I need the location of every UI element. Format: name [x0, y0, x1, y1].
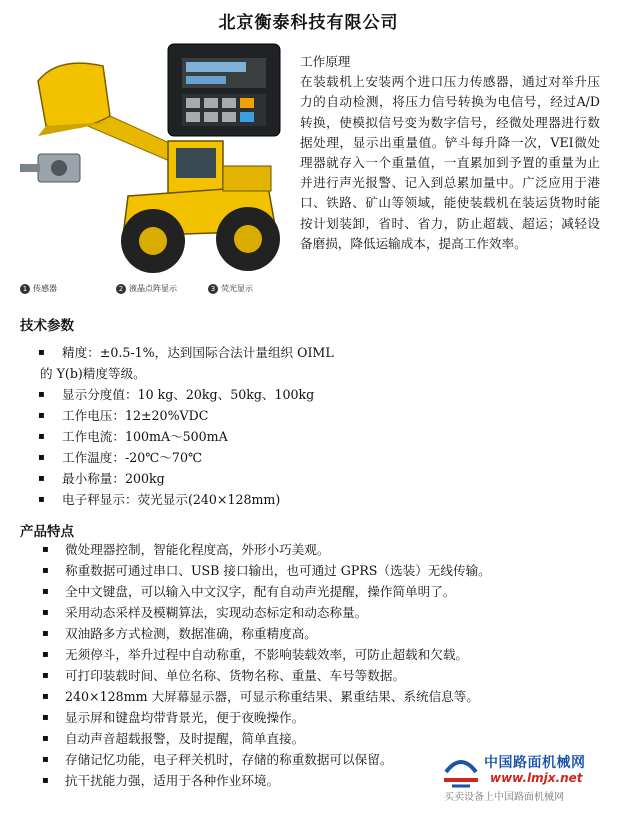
list-item: 的 Y(b)精度等级。 — [40, 366, 146, 381]
list-item: ▪ 工作电流：100mA～500mA — [38, 429, 228, 444]
watermark-logo — [442, 752, 612, 808]
list-item: ▪ 无须停斗，举升过程中自动称重，不影响装载效率，可防止超载和欠载。 — [42, 647, 468, 662]
working-principle — [300, 52, 600, 254]
principle-heading: 工作原理 — [300, 54, 351, 69]
caption-sensor: 1 传感器 — [20, 283, 57, 294]
list-item: ▪ 工作温度：-20℃～70℃ — [38, 450, 203, 465]
loader-image — [18, 36, 290, 281]
list-item: ▪ 称重数据可通过串口、USB 接口输出，也可通过 GPRS（选装）无线传输。 — [42, 563, 491, 578]
list-item: ▪ 抗干扰能力强，适用于各种作业环境。 — [42, 773, 280, 788]
list-item: ▪ 可打印装载时间、单位名称、货物名称、重量、车号等数据。 — [42, 668, 406, 683]
lmjx-logo-icon — [442, 754, 480, 788]
watermark-url: www.lmjx.net — [490, 771, 583, 785]
list-item: ▪ 最小称量：200kg — [38, 471, 165, 486]
specs-list — [0, 342, 334, 510]
display-terminal-image — [168, 44, 280, 136]
company-title: 北京衡泰科技有限公司 — [218, 13, 399, 33]
list-item: ▪ 显示分度值：10 kg、20kg、50kg、100kg — [38, 387, 315, 402]
list-item: ▪ 存储记忆功能，电子秤关机时，存储的称重数据可以保留。 — [42, 752, 393, 767]
list-item: ▪ 微处理器控制，智能化程度高，外形小巧美观。 — [42, 542, 330, 557]
specs-heading: 技术参数 — [20, 318, 74, 334]
list-item: ▪ 全中文键盘，可以输入中文汉字，配有自动声光提醒，操作简单明了。 — [42, 584, 456, 599]
caption-lcd: 2 液晶点阵显示 — [116, 283, 177, 294]
list-item: ▪ 240×128mm 大屏幕显示器，可显示称重结果、累重结果、系统信息等。 — [42, 689, 479, 704]
watermark-slogan: 买卖设备上中国路面机械网 — [444, 792, 564, 803]
list-item: ▪ 精度：±0.5-1%，达到国际合法计量组织 OIML — [38, 345, 334, 360]
figure-captions — [20, 283, 290, 297]
features-list — [0, 539, 491, 791]
sensor-image — [20, 154, 80, 182]
principle-body: 在装载机上安装两个进口压力传感器，通过对举升压力的自动检测，将压力信号转换为电信号，经过A/D转换，使模拟信号变为数字信号，经微处理器进行数据处理，显示出重量值。铲斗每升降一次，VEI微处理器就存入一个重量值，一直累加到予置的重量为止并进行声光报警、记入到总累加量中。广泛应用于港口、铁路、矿山等领域，能使装载机在装运货物时能按计划装卸，省时、省力，防止超载、超运；减轻设备磨损，降低运输成本，提高工作效率。 — [300, 74, 600, 251]
list-item: ▪ 双油路多方式检测，数据准确，称重精度高。 — [42, 626, 317, 641]
list-item: ▪ 显示屏和键盘均带背景光，便于夜晚操作。 — [42, 710, 305, 725]
list-item: ▪ 电子秤显示：荧光显示(240×128mm) — [38, 492, 281, 507]
list-item: ▪ 采用动态采样及模糊算法，实现动态标定和动态称量。 — [42, 605, 368, 620]
list-item: ▪ 自动声音超载报警，及时提醒，简单直接。 — [42, 731, 305, 746]
features-heading: 产品特点 — [20, 524, 74, 540]
list-item: ▪ 工作电压：12±20%VDC — [38, 408, 209, 423]
loader-illustration — [18, 36, 290, 306]
watermark-name: 中国路面机械网 — [484, 755, 586, 771]
caption-vfd: 3 荧光显示 — [208, 283, 253, 294]
